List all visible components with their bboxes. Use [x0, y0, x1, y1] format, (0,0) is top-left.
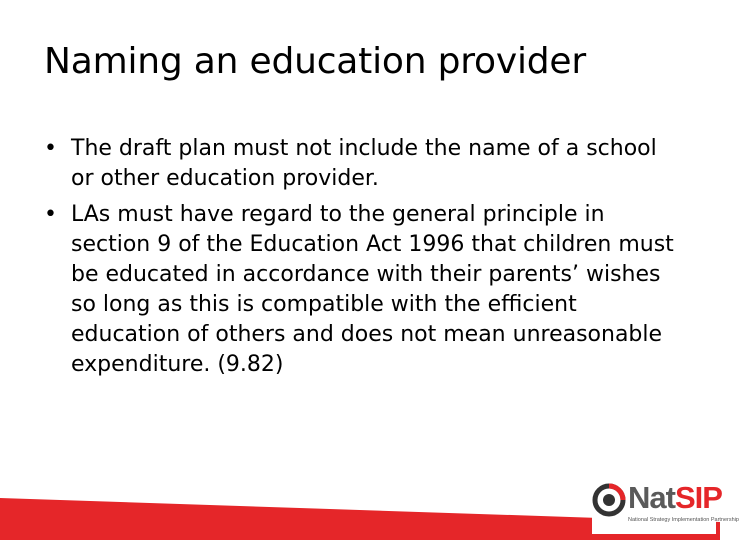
- bullet-dot: •: [44, 202, 57, 227]
- logo-nat-text: Nat: [628, 480, 675, 515]
- slide-title: Naming an education provider: [44, 41, 586, 82]
- logo-sip-text: SIP: [674, 480, 722, 515]
- bullet-dot: •: [44, 136, 57, 161]
- bullet-item: [44, 200, 684, 380]
- logo-wordmark: [628, 481, 722, 515]
- natsip-logo: [592, 476, 739, 534]
- natsip-circle-icon: [592, 483, 626, 517]
- bullet-text: The draft plan must not include the name of a school or other education provider.: [71, 136, 657, 191]
- bullet-list: [44, 134, 684, 386]
- bullet-item: [44, 134, 684, 194]
- logo-tagline: National Strategy Implementation Partnership: [628, 517, 739, 523]
- bullet-text: LAs must have regard to the general principle in section 9 of the Education Act 1996 that children must be educated in accordance with their parents’ wishes so long as this is compatible with the efficient education of others and does not mean unreasonable expenditure. (9.82): [71, 202, 674, 377]
